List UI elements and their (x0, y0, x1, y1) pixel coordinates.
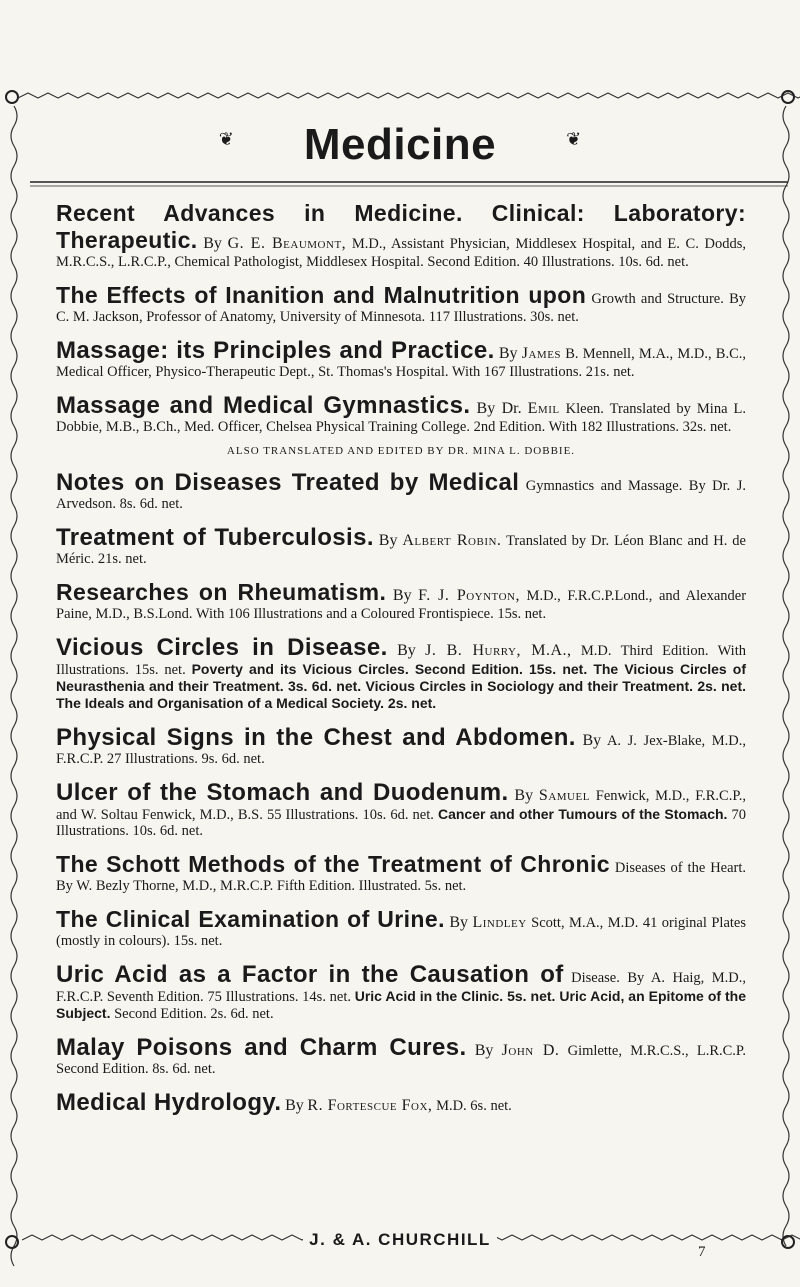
book-details: Gymnastics and Massage. By Dr. J. Arvedson. 8s. 6d. net. (56, 478, 746, 512)
book-entry: Researches on Rheumatism. By F. J. Poynton, M.D., F.R.C.P.Lond., and Alexander Paine, M.D., B.S.Lond. With 106 Illustrations and a Coloured Frontispiece. 15s. net. (56, 579, 747, 622)
book-details: M.D. 6s. net. (436, 1098, 512, 1114)
book-title: Massage and Medical Gymnastics. (56, 392, 471, 419)
book-entry: Physical Signs in the Chest and Abdomen. By A. J. Jex-Blake, M.D., F.R.C.P. 27 Illustrations. 9s. 6d. net. (56, 724, 747, 767)
book-entry (56, 282, 746, 325)
book-title: Recent Advances in Medicine. Clinical: Laboratory: Therapeutic. (56, 200, 746, 253)
page-title: Medicine (303, 120, 497, 169)
book-title: Ulcer of the Stomach and Duodenum. (56, 779, 509, 806)
book-title: The Effects of Inanition and Malnutrition upon (56, 282, 587, 308)
book-details: Scott, M.A., M.D. 41 original Plates (mostly in colours). 15s. net. (56, 915, 747, 949)
book-title: The Clinical Examination of Urine. (56, 906, 445, 932)
related-titles: Uric Acid in the Clinic. 5s. net. Uric Acid, an Epitome of the Subject. (56, 988, 747, 1021)
book-details: A. J. Jex-Blake, M.D., F.R.C.P. 27 Illustrations. 9s. 6d. net. (56, 733, 747, 767)
book-entry: Medical Hydrology. By R. Fortescue Fox, M.D. 6s. net. (56, 1089, 512, 1116)
book-author: J. B. Hurry, M.A., (425, 642, 572, 659)
book-title: Vicious Circles in Disease. (56, 634, 388, 661)
page-header (0, 110, 800, 180)
book-details: Diseases of the Heart. By W. Bezly Thorne, M.D., M.R.C.P. Fifth Edition. Illustrated. 5s. net. (56, 860, 747, 894)
book-entry: Massage: its Principles and Practice. By James B. Mennell, M.A., M.D., B.C., Medical Officer, Physico-Therapeutic Dept., St. Thomas's Hospital. With 167 Illustrations. 21s. net. (56, 337, 747, 380)
book-author: Samuel (538, 787, 590, 804)
book-entry: Ulcer of the Stomach and Duodenum. By Samuel Fenwick, M.D., F.R.C.P., and W. Soltau Fenwick, M.D., B.S. 55 Illustrations. 10s. 6d. net. Cancer and other Tumours of the Stomach. 70 Illustrations. 10s. 6d. net. (56, 779, 747, 839)
book-title: Uric Acid as a Factor in the Causation of (56, 961, 564, 988)
book-title: Treatment of Tuberculosis. (56, 524, 374, 551)
book-details: B. Mennell, M.A., M.D., B.C., Medical Officer, Physico-Therapeutic Dept., St. Thomas's Hospital. With 167 Illustrations. 21s. net. (56, 346, 747, 380)
book-author: F. J. Poynton, (418, 587, 520, 604)
book-details: M.D., F.R.C.P.Lond., and Alexander Paine, M.D., B.S.Lond. With 106 Illustrations and a Coloured Frontispiece. 15s. net. (56, 588, 747, 622)
book-title: Massage: its Principles and Practice. (56, 337, 495, 364)
book-entry: The Clinical Examination of Urine. By Lindley Scott, M.A., M.D. 41 original Plates (mostly in colours). 15s. net. (56, 906, 747, 949)
book-author: Emil (527, 400, 560, 417)
related-titles: Poverty and its Vicious Circles. Second Edition. 15s. net. The Vicious Circles of Neurasthenia and their Treatment. 3s. 6d. net. Vicious Circles in Sociology and their Treatment. 2s. net. The Ideals and Organisation of a Medical Society. 2s. net. (56, 661, 746, 711)
book-author: John D. (501, 1042, 560, 1059)
related-details: Second Edition. 2s. 6d. net. (114, 1006, 274, 1022)
translation-note: ALSO TRANSLATED AND EDITED BY DR. MINA L. DOBBIE. (226, 445, 576, 457)
leaf-ornament-icon: ❦ (218, 128, 234, 150)
book-author: G. E. Beaumont, (227, 235, 347, 252)
page-number: 7 (698, 1244, 706, 1260)
book-title: Physical Signs in the Chest and Abdomen. (56, 724, 576, 751)
book-entry: Massage and Medical Gymnastics. By Dr. Emil Kleen. Translated by Mina L. Dobbie, M.B., B.Ch., Med. Officer, Chelsea Physical Training College. 2nd Edition. With 182 Illustrations. 32s. net. (56, 392, 747, 435)
book-author: R. Fortescue Fox, (307, 1097, 433, 1114)
book-entry: Recent Advances in Medicine. Clinical: Laboratory: Therapeutic. By G. E. Beaumont, M.D., Assistant Physician, Middlesex Hospital, and E. C. Dodds, M.R.C.S., L.R.C.P., Chemical Pathologist, Middlesex Hospital. Second Edition. 40 Illustrations. 10s. 6d. net. (56, 200, 746, 270)
book-entry (56, 961, 746, 1022)
book-entry: Vicious Circles in Disease. By J. B. Hurry, M.A., M.D. Third Edition. With Illustrations. 15s. net. Poverty and its Vicious Circles. Second Edition. 15s. net. The Vicious Circles of Neurasthenia and their Treatment. 3s. 6d. net. Vicious Circles in Sociology and their Treatment. 2s. net. The Ideals and Organisation of a Medical Society. 2s. net. (56, 634, 746, 711)
related-details: 70 Illustrations. 10s. 6d. net. (56, 807, 747, 839)
book-details: Disease. By A. Haig, M.D., F.R.C.P. Seventh Edition. 75 Illustrations. 14s. net. (56, 970, 746, 1005)
book-list (56, 200, 746, 1128)
book-author: Albert Robin. (402, 532, 502, 549)
book-title: Notes on Diseases Treated by Medical (56, 469, 520, 496)
book-entry: Treatment of Tuberculosis. By Albert Robin. Translated by Dr. Léon Blanc and H. de Méric. 21s. net. (56, 524, 746, 567)
book-title: Researches on Rheumatism. (56, 579, 387, 605)
book-author: James (521, 345, 562, 362)
book-entry (56, 469, 746, 512)
book-entry (56, 851, 746, 894)
book-details: M.D. Third Edition. With Illustrations. 15s. net. (56, 643, 746, 678)
book-details: M.D., Assistant Physician, Middlesex Hospital, and E. C. Dodds, M.R.C.S., L.R.C.P., Chemical Pathologist, Middlesex Hospital. Second Edition. 40 Illustrations. 10s. 6d. net. (56, 236, 746, 270)
book-title: Medical Hydrology. (56, 1089, 282, 1116)
book-details: Translated by Dr. Léon Blanc and H. de Méric. 21s. net. (56, 533, 746, 567)
leaf-ornament-icon: ❦ (566, 128, 582, 150)
book-title: The Schott Methods of the Treatment of Chronic (56, 851, 610, 877)
page-footer (0, 1228, 800, 1252)
related-titles: Cancer and other Tumours of the Stomach. (437, 806, 728, 822)
book-details: Growth and Structure. By C. M. Jackson, Professor of Anatomy, University of Minnesota. 117 Illustrations. 30s. net. (56, 291, 747, 325)
book-details: Gimlette, M.R.C.S., L.R.C.P. Second Edition. 8s. 6d. net. (56, 1043, 747, 1077)
publisher-name: J. & A. CHURCHILL (303, 1230, 497, 1250)
book-details: Kleen. Translated by Mina L. Dobbie, M.B., B.Ch., Med. Officer, Chelsea Physical Training College. 2nd Edition. With 182 Illustrations. 32s. net. (56, 401, 747, 435)
book-details: Fenwick, M.D., F.R.C.P., and W. Soltau Fenwick, M.D., B.S. 55 Illustrations. 10s. 6d. net. (56, 788, 747, 823)
book-entry: Malay Poisons and Charm Cures. By John D. Gimlette, M.R.C.S., L.R.C.P. Second Edition. 8s. 6d. net. (56, 1034, 747, 1077)
book-title: Malay Poisons and Charm Cures. (56, 1034, 467, 1061)
book-author: Lindley (472, 914, 527, 931)
